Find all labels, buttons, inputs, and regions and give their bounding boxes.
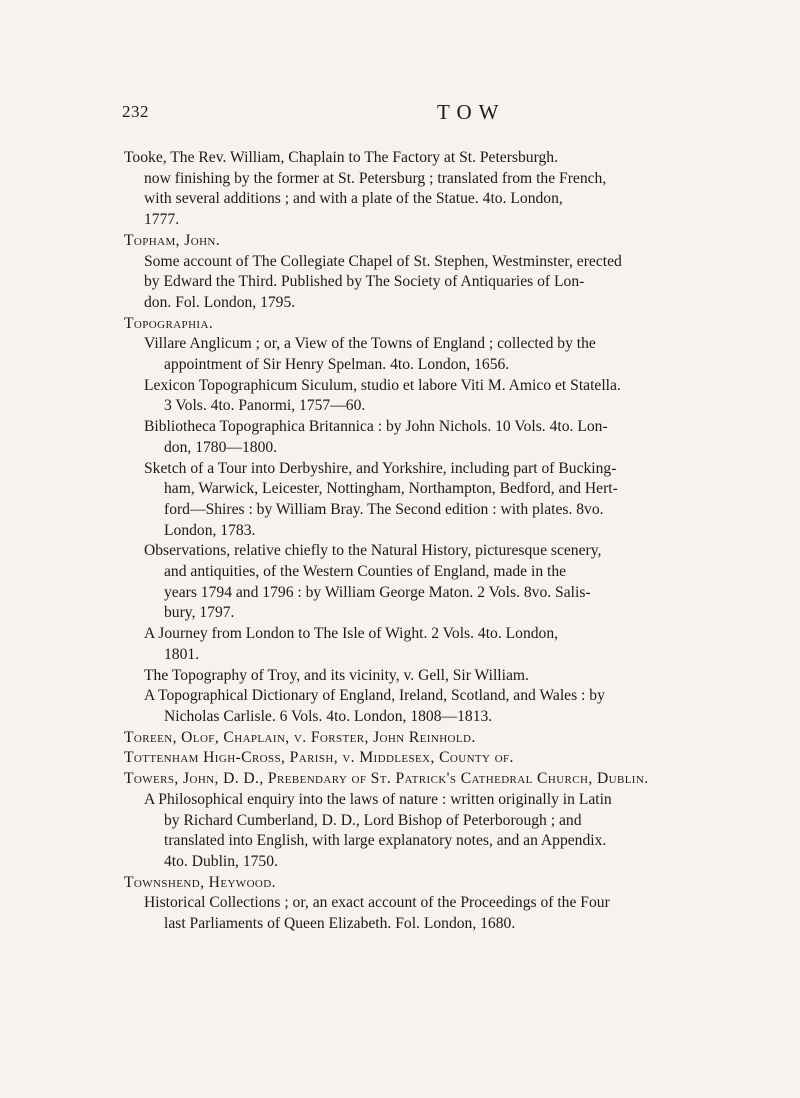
entry-line: Bibliotheca Topographica Britannica : by John Nichols. 10 Vols. 4to. Lon- (144, 418, 608, 436)
entry-heading: Towers, John, D. D., Prebendary of St. Patrick's Cathedral Church, Dublin. (124, 770, 649, 788)
sub-entry (124, 417, 752, 458)
catalogue-entry (124, 728, 752, 749)
catalogue-entry (124, 314, 752, 728)
catalogue-entries (124, 148, 752, 935)
page-number: 232 (122, 102, 149, 121)
catalogue-entry (124, 873, 752, 935)
entry-line: last Parliaments of Queen Elizabeth. Fol. London, 1680. (164, 915, 516, 933)
entry-line: by Richard Cumberland, D. D., Lord Bishop of Peterborough ; and (164, 811, 582, 829)
sub-entry (124, 624, 752, 665)
sub-entry (124, 376, 752, 417)
entry-line: 1801. (164, 645, 200, 663)
entry-line: Sketch of a Tour into Derbyshire, and Yorkshire, including part of Bucking- (144, 459, 617, 477)
sub-entry (124, 459, 752, 542)
entry-heading: Topham, John. (124, 231, 221, 249)
entry-line: 3 Vols. 4to. Panormi, 1757—60. (164, 397, 366, 415)
entry-heading: Toreen, Olof, Chaplain, v. Forster, John Reinhold. (124, 728, 476, 746)
entry-heading: Tottenham High-Cross, Parish, v. Middlesex, County of. (124, 749, 514, 767)
entry-line: Historical Collections ; or, an exact account of the Proceedings of the Four (144, 894, 610, 912)
entry-line: A Topographical Dictionary of England, Ireland, Scotland, and Wales : by (144, 687, 605, 705)
entry-line: Nicholas Carlisle. 6 Vols. 4to. London, 1808—1813. (164, 707, 493, 725)
running-title: TOW (437, 100, 506, 124)
entry-line: with several additions ; and with a plate of the Statue. 4to. London, (144, 190, 563, 208)
catalogue-entry (124, 148, 752, 231)
entry-line: and antiquities, of the Western Counties of England, made in the (164, 563, 567, 581)
running-head (122, 102, 740, 128)
entry-line: A Philosophical enquiry into the laws of nature : written originally in Latin (144, 790, 612, 808)
sub-entry (124, 790, 752, 873)
sub-entry (124, 334, 752, 375)
entry-heading: Townshend, Heywood. (124, 873, 276, 891)
entry-line: 4to. Dublin, 1750. (164, 852, 278, 870)
catalogue-entry (124, 748, 752, 769)
entry-line: translated into English, with large explanatory notes, and an Appendix. (164, 832, 607, 850)
entry-line: Lexicon Topographicum Siculum, studio et labore Viti M. Amico et Statella. (144, 376, 621, 394)
entry-line: by Edward the Third. Published by The Society of Antiquaries of Lon- (144, 273, 585, 291)
entry-line: London, 1783. (164, 521, 256, 539)
sub-entry (124, 666, 752, 687)
entry-line: ford—Shires : by William Bray. The Second edition : with plates. 8vo. (164, 500, 604, 518)
entry-line: bury, 1797. (164, 604, 235, 622)
entry-line: now finishing by the former at St. Petersburg ; translated from the French, (144, 169, 607, 187)
entry-line: years 1794 and 1796 : by William George Maton. 2 Vols. 8vo. Salis- (164, 583, 591, 601)
sub-entry (124, 893, 752, 934)
catalogue-entry (124, 231, 752, 314)
sub-entry (124, 686, 752, 727)
entry-line: 1777. (144, 211, 180, 229)
entry-line: don, 1780—1800. (164, 438, 278, 456)
sub-entry (124, 541, 752, 624)
entry-line: A Journey from London to The Isle of Wight. 2 Vols. 4to. London, (144, 625, 559, 643)
entry-line: Observations, relative chiefly to the Natural History, picturesque scenery, (144, 542, 602, 560)
entry-line: The Topography of Troy, and its vicinity, v. Gell, Sir William. (144, 666, 529, 684)
entry-line: Tooke, The Rev. William, Chaplain to The Factory at St. Petersburgh. (124, 149, 558, 166)
catalogue-entry (124, 769, 752, 873)
entry-line: ham, Warwick, Leicester, Nottingham, Northampton, Bedford, and Hert- (164, 480, 618, 498)
entry-line: don. Fol. London, 1795. (144, 293, 296, 311)
entry-line: Some account of The Collegiate Chapel of St. Stephen, Westminster, erected (144, 252, 622, 270)
entry-line: appointment of Sir Henry Spelman. 4to. London, 1656. (164, 356, 510, 374)
entry-heading: Topographia. (124, 314, 214, 332)
entry-line: Villare Anglicum ; or, a View of the Towns of England ; collected by the (144, 335, 596, 353)
